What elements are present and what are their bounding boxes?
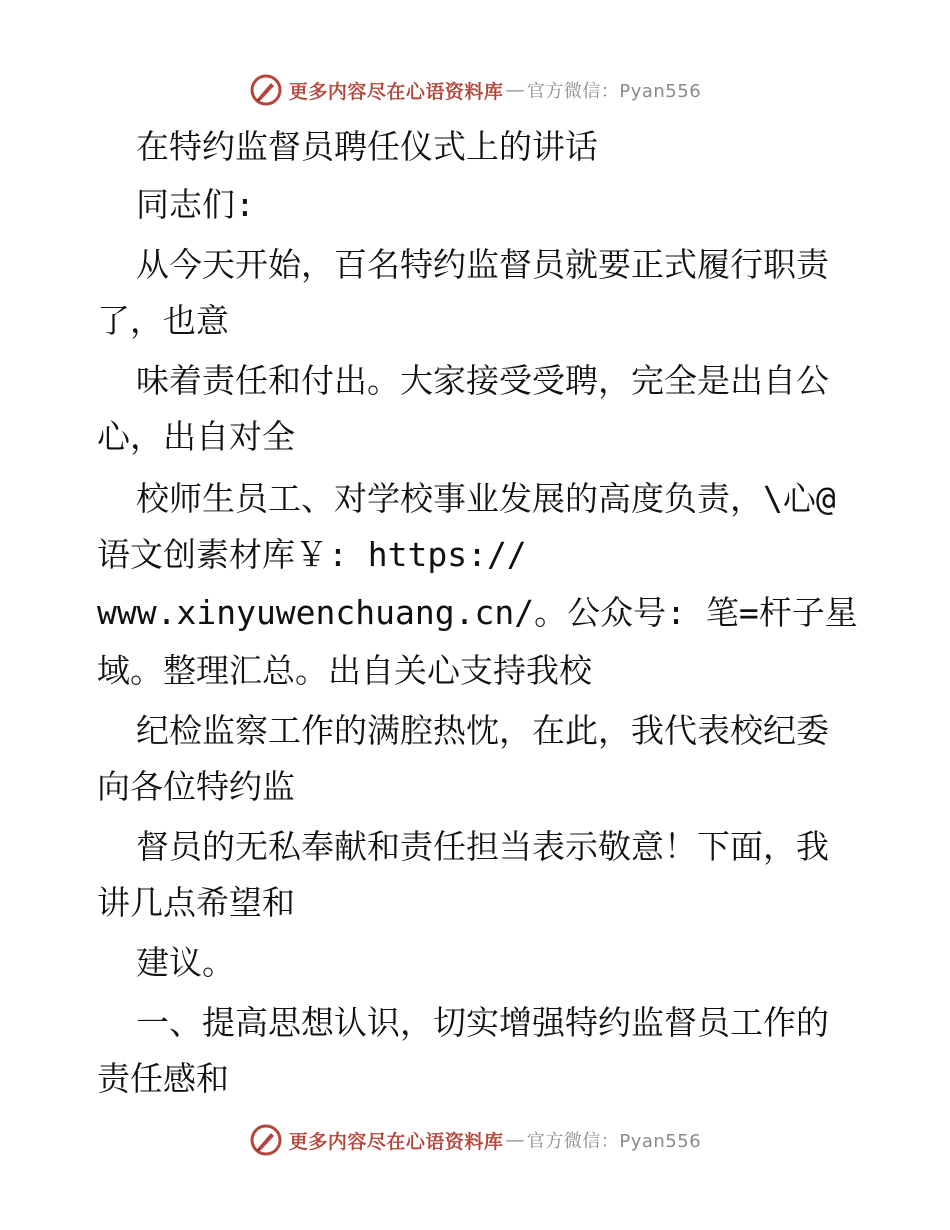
paragraph-line: 味着责任和付出。大家接受受聘，完全是出自公 bbox=[136, 361, 829, 400]
paragraph-line: 建议。 bbox=[136, 943, 235, 982]
paragraph-line: www.xinyuwenchuang.cn/。公众号: 笔=杆子星 bbox=[97, 593, 858, 632]
banner-dash: — bbox=[505, 1129, 525, 1151]
banner-site-text: 更多内容尽在心语资料库 bbox=[288, 80, 504, 103]
paragraph-line: 纪检监察工作的满腔热忱，在此，我代表校纪委 bbox=[136, 711, 829, 750]
section-heading-line: 责任感和 bbox=[97, 1059, 229, 1098]
document-title: 在特约监督员聘任仪式上的讲话 bbox=[136, 127, 598, 166]
paragraph-line: 域。整理汇总。出自关心支持我校 bbox=[97, 651, 592, 690]
paragraph-line: 语文创素材库￥: https:// bbox=[97, 535, 527, 574]
footer-banner bbox=[0, 1118, 950, 1162]
pen-circle-logo-icon bbox=[249, 1123, 283, 1157]
paragraph-line: 心，出自对全 bbox=[97, 417, 295, 456]
section-heading-line: 一、提高思想认识，切实增强特约监督员工作的 bbox=[136, 1003, 829, 1042]
banner-site-text: 更多内容尽在心语资料库 bbox=[288, 1130, 504, 1153]
paragraph-line: 从今天开始，百名特约监督员就要正式履行职责 bbox=[136, 245, 829, 284]
paragraph-line: 讲几点希望和 bbox=[97, 883, 295, 922]
paragraph-line: 校师生员工、对学校事业发展的高度负责，\心@ bbox=[136, 479, 836, 518]
header-banner bbox=[0, 68, 950, 112]
banner-wechat-text: 官方微信：Pyan556 bbox=[526, 81, 702, 102]
paragraph-line: 督员的无私奉献和责任担当表示敬意！下面，我 bbox=[136, 827, 829, 866]
paragraph-line: 了，也意 bbox=[97, 301, 229, 340]
salutation: 同志们: bbox=[136, 185, 255, 224]
banner-wechat-text: 官方微信：Pyan556 bbox=[526, 1131, 702, 1152]
paragraph-line: 向各位特约监 bbox=[97, 767, 295, 806]
banner-dash: — bbox=[505, 79, 525, 101]
pen-circle-logo-icon bbox=[249, 73, 283, 107]
